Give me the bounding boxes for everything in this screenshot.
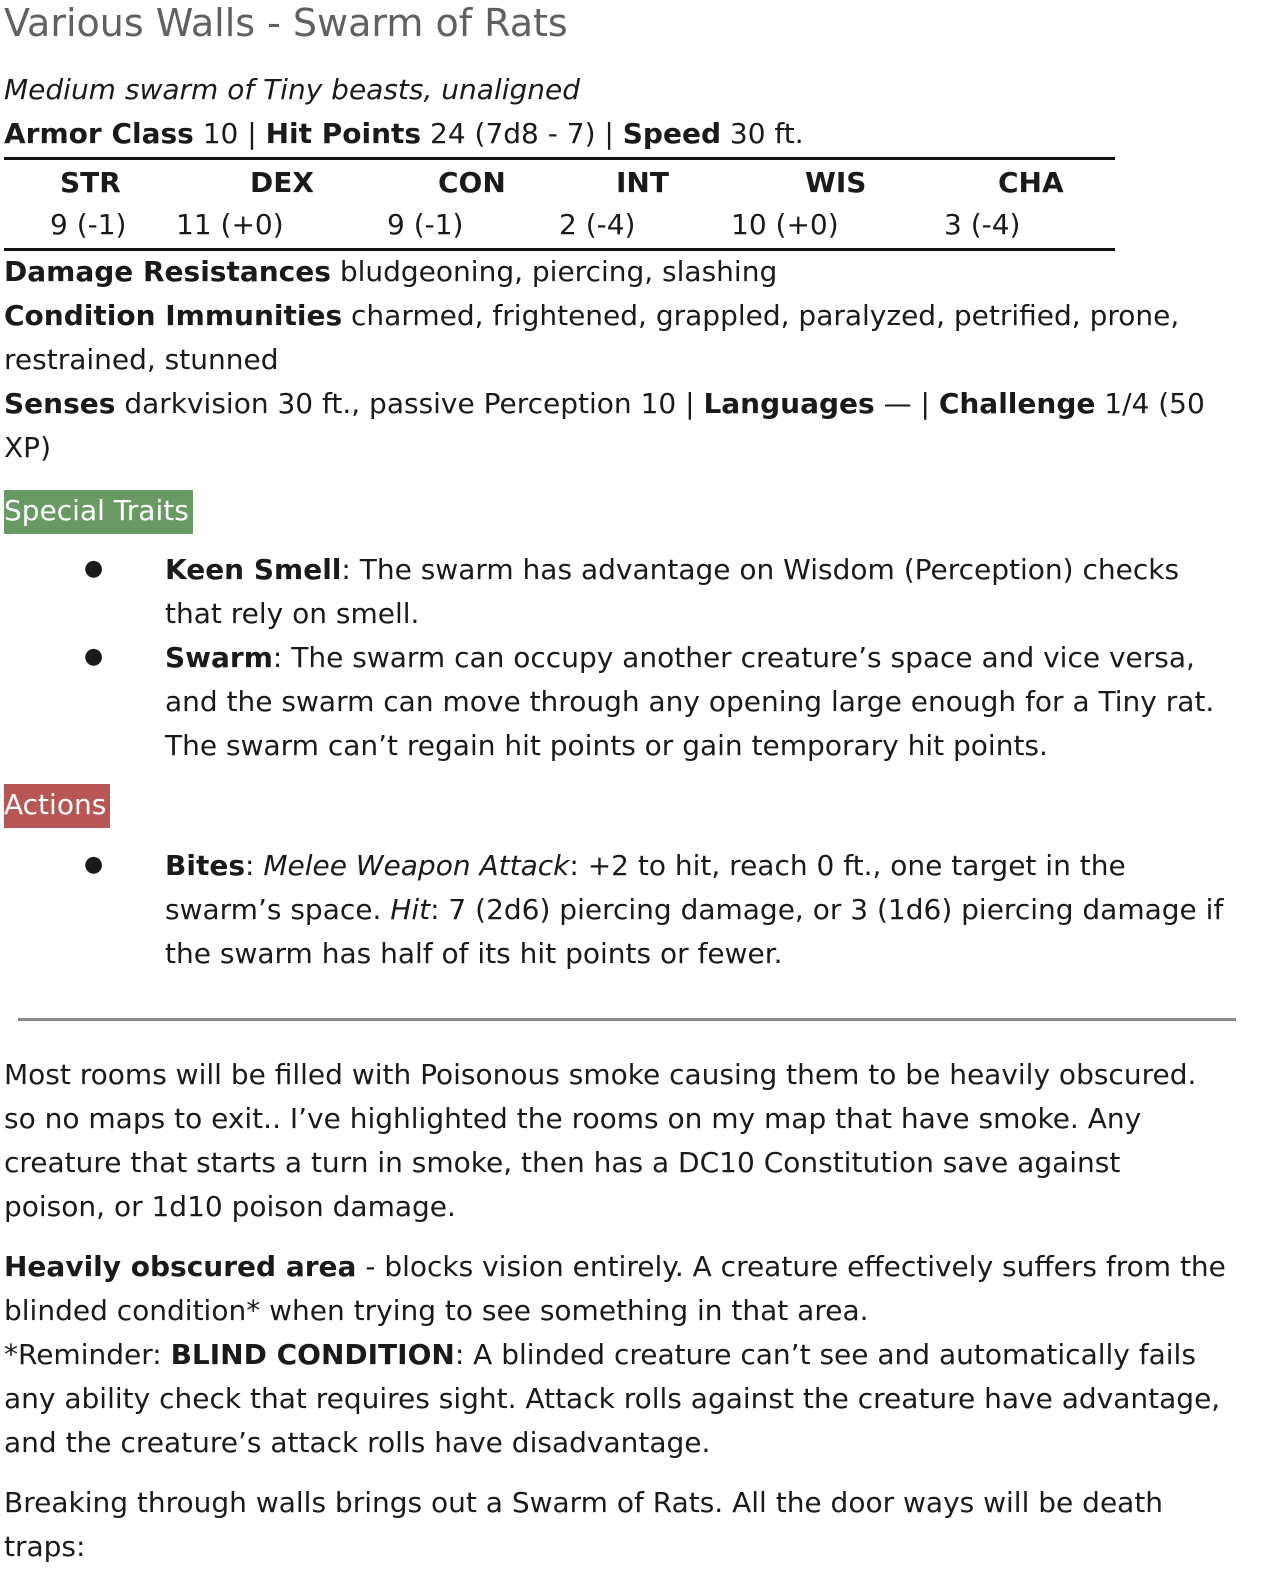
speed-value: 30 ft. bbox=[720, 117, 804, 150]
bullet-icon: ● bbox=[84, 644, 104, 669]
reminder-prefix: *Reminder: bbox=[4, 1338, 171, 1371]
senses-label: Senses bbox=[4, 387, 116, 420]
obscured-paragraph bbox=[4, 1245, 1254, 1465]
para-text: : A blinded creature can’t see and automatically fails bbox=[454, 1338, 1196, 1371]
para-row: any ability check that requires sight. Attack rolls against the creature have advantage, bbox=[4, 1382, 1221, 1415]
ability-value: 9 (-1) bbox=[50, 208, 127, 241]
para-row: poison, or 1d10 poison damage. bbox=[4, 1190, 456, 1223]
trait-row: and the swarm can move through any opening large enough for a Tiny rat. bbox=[165, 685, 1215, 718]
trait-row bbox=[165, 636, 1255, 680]
page-title: Various Walls - Swarm of Rats bbox=[4, 1, 568, 45]
resist-value: bludgeoning, piercing, slashing bbox=[330, 255, 778, 288]
action-text: : +2 to hit, reach 0 ft., one target in the bbox=[569, 849, 1126, 882]
damage-resistances bbox=[4, 252, 777, 292]
creature-type: Medium swarm of Tiny beasts, unaligned bbox=[4, 73, 581, 106]
para-row bbox=[4, 1245, 1254, 1289]
trait-keen-smell bbox=[165, 548, 1255, 636]
ability-header: STR bbox=[60, 166, 121, 199]
trait-row: The swarm can’t regain hit points or gain temporary hit points. bbox=[165, 729, 1048, 762]
divider bbox=[18, 1018, 1236, 1021]
ac-value: 10 | bbox=[193, 117, 266, 150]
senses-line bbox=[4, 384, 1205, 424]
challenge-label: Challenge bbox=[938, 387, 1096, 420]
senses-value: darkvision 30 ft., passive Perception 10 | bbox=[115, 387, 704, 420]
languages-label: Languages bbox=[703, 387, 875, 420]
para-row: blinded condition* when trying to see something in that area. bbox=[4, 1294, 869, 1327]
smoke-paragraph bbox=[4, 1053, 1254, 1229]
para-text: - blocks vision entirely. A creature effectively suffers from the bbox=[356, 1250, 1226, 1283]
ac-label: Armor Class bbox=[4, 117, 194, 150]
ability-value: 11 (+0) bbox=[176, 208, 284, 241]
trait-row: that rely on smell. bbox=[165, 597, 420, 630]
para-row: so no maps to exit.. I’ve highlighted the rooms on my map that have smoke. Any bbox=[4, 1102, 1142, 1135]
hp-value: 24 (7d8 - 7) | bbox=[421, 117, 623, 150]
action-text: swarm’s space. bbox=[165, 893, 391, 926]
action-row bbox=[165, 888, 1255, 932]
action-row bbox=[165, 844, 1255, 888]
ability-value: 10 (+0) bbox=[731, 208, 839, 241]
actions-heading: Actions bbox=[4, 784, 110, 828]
obscured-label: Heavily obscured area bbox=[4, 1250, 357, 1283]
trait-swarm bbox=[165, 636, 1255, 768]
special-traits-heading: Special Traits bbox=[4, 490, 193, 534]
trait-name: Keen Smell bbox=[165, 553, 342, 586]
bullet-icon: ● bbox=[84, 556, 104, 581]
action-sep: : bbox=[244, 849, 264, 882]
ability-header: INT bbox=[616, 166, 669, 199]
resist-label: Damage Resistances bbox=[4, 255, 331, 288]
ability-value: 3 (-4) bbox=[944, 208, 1021, 241]
immun-label: Condition Immunities bbox=[4, 299, 343, 332]
action-bites bbox=[165, 844, 1255, 976]
ability-score-table bbox=[4, 157, 1115, 251]
ability-header: WIS bbox=[805, 166, 867, 199]
para-row: Most rooms will be filled with Poisonous smoke causing them to be heavily obscured. bbox=[4, 1058, 1197, 1091]
para-row: creature that starts a turn in smoke, then has a DC10 Constitution save against bbox=[4, 1146, 1121, 1179]
trait-text: : The swarm has advantage on Wisdom (Perception) checks bbox=[341, 553, 1180, 586]
hit-label: Hit bbox=[390, 893, 431, 926]
para-row bbox=[4, 1333, 1254, 1377]
para-row: traps: bbox=[4, 1530, 86, 1563]
ability-header: CHA bbox=[998, 166, 1064, 199]
attack-type: Melee Weapon Attack bbox=[263, 849, 570, 882]
hp-label: Hit Points bbox=[265, 117, 422, 150]
trait-text: : The swarm can occupy another creature’s space and vice versa, bbox=[272, 641, 1195, 674]
trait-row bbox=[165, 548, 1255, 592]
ability-header: DEX bbox=[250, 166, 314, 199]
condition-immunities-cont: restrained, stunned bbox=[4, 343, 279, 376]
para-row: and the creature’s attack rolls have disadvantage. bbox=[4, 1426, 711, 1459]
ability-value: 9 (-1) bbox=[387, 208, 464, 241]
action-name: Bites bbox=[165, 849, 245, 882]
condition-immunities bbox=[4, 296, 1179, 336]
ability-value: 2 (-4) bbox=[559, 208, 636, 241]
languages-value: — | bbox=[874, 387, 939, 420]
para-row: Breaking through walls brings out a Swarm of Rats. All the door ways will be death bbox=[4, 1486, 1164, 1519]
ability-header: CON bbox=[438, 166, 506, 199]
challenge-value: 1/4 (50 bbox=[1095, 387, 1205, 420]
action-row: the swarm has half of its hit points or fewer. bbox=[165, 937, 783, 970]
speed-label: Speed bbox=[622, 117, 721, 150]
challenge-xp-cont: XP) bbox=[4, 431, 51, 464]
immun-value: charmed, frightened, grappled, paralyzed, petrified, prone, bbox=[342, 299, 1180, 332]
rats-paragraph bbox=[4, 1481, 1254, 1569]
trait-name: Swarm bbox=[165, 641, 273, 674]
bullet-icon: ● bbox=[84, 852, 104, 877]
action-text: : 7 (2d6) piercing damage, or 3 (1d6) piercing damage if bbox=[430, 893, 1224, 926]
basic-stats-line bbox=[4, 114, 804, 154]
blind-condition-label: BLIND CONDITION bbox=[170, 1338, 455, 1371]
